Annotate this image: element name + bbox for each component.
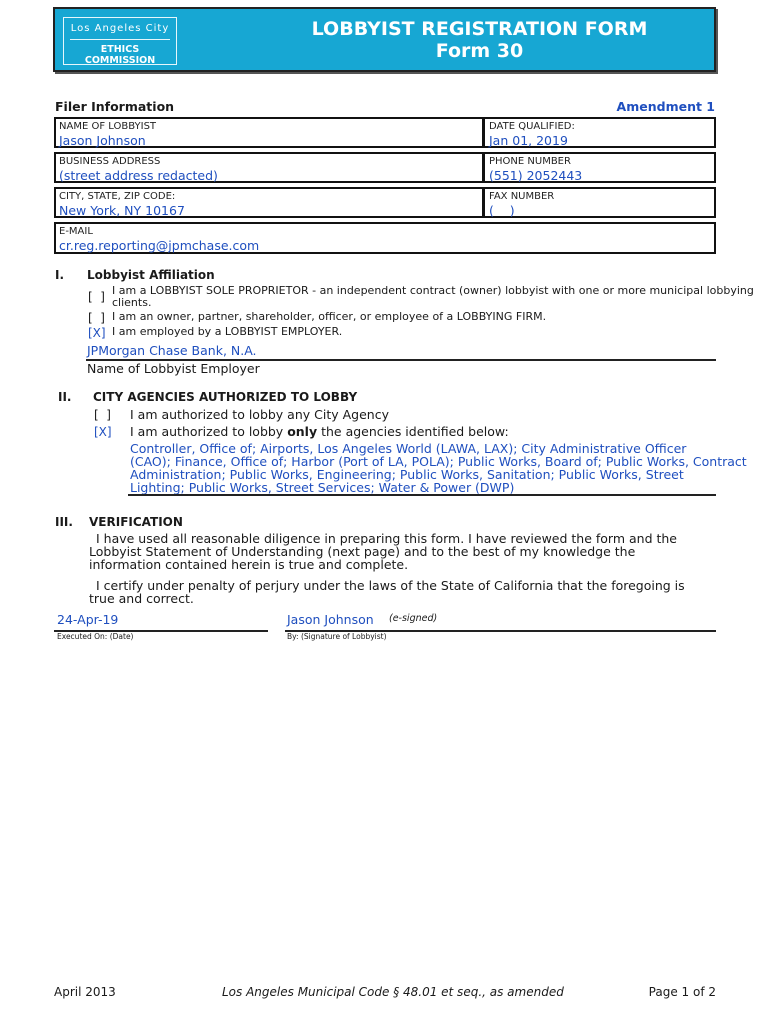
specific-agencies-checkbox[interactable]: [X] — [94, 425, 112, 439]
footer-date: April 2013 — [54, 985, 116, 999]
section-3-number: III. — [55, 515, 73, 529]
specific-agencies-text-post: the agencies identified below: — [317, 424, 509, 439]
email-label: E-MAIL — [59, 226, 93, 237]
city-state-zip-value: New York, NY 10167 — [59, 203, 185, 218]
sole-proprietor-text-line2: clients. — [112, 296, 152, 309]
esigned-note: (e-signed) — [389, 613, 438, 624]
employer-name-label: Name of Lobbyist Employer — [87, 361, 260, 376]
perjury-statement-line1: I certify under penalty of perjury under the laws of the State of California that the foregoing is — [96, 578, 685, 593]
specific-agencies-text — [130, 425, 509, 438]
section-2-title: CITY AGENCIES AUTHORIZED TO LOBBY — [93, 390, 358, 404]
logo-commission-text: ETHICS COMMISSION — [84, 44, 156, 66]
verification-paragraph-line1: I have used all reasonable diligence in preparing this form. I have reviewed the form and the — [96, 531, 677, 546]
verification-paragraph-line2: Lobbyist Statement of Understanding (next page) and to the best of my knowledge the — [89, 544, 636, 559]
business-address-label: BUSINESS ADDRESS — [59, 156, 161, 167]
section-1-title: Lobbyist Affiliation — [87, 268, 215, 282]
lobbyist-employer-checkbox[interactable]: [X] — [88, 326, 106, 340]
footer-page-number: Page 1 of 2 — [648, 985, 716, 999]
signature-value: Jason Johnson — [287, 612, 374, 627]
any-agency-text: I am authorized to lobby any City Agency — [130, 407, 389, 422]
perjury-statement — [89, 579, 685, 605]
phone-number-value: (551) 2052443 — [489, 168, 583, 183]
agencies-list-line4: Lighting; Public Works, Street Services; Water & Power (DWP) — [130, 480, 515, 495]
header-banner — [53, 7, 716, 72]
date-qualified-field[interactable] — [483, 117, 716, 148]
form-title-number: Form 30 — [435, 40, 524, 62]
specific-agencies-text-bold: only — [287, 424, 318, 439]
date-caption: Executed On: (Date) — [57, 632, 134, 641]
lobbyist-employer-text: I am employed by a LOBBYIST EMPLOYER. — [112, 325, 343, 338]
agencies-list-line2: (CAO); Finance, Office of; Harbor (Port of LA, POLA); Public Works, Board of; Public Works, Contract — [130, 454, 747, 469]
employer-name-value: JPMorgan Chase Bank, N.A. — [87, 343, 257, 358]
execution-date-value: 24-Apr-19 — [57, 612, 119, 627]
logo-divider — [70, 39, 170, 40]
lobbying-firm-text: I am an owner, partner, shareholder, officer, or employee of a LOBBYING FIRM. — [112, 310, 547, 323]
amendment-label: Amendment 1 — [616, 99, 715, 114]
sole-proprietor-text-line1: I am a LOBBYIST SOLE PROPRIETOR - an independent contract (owner) lobbyist with one or more municipal lobbying — [112, 284, 754, 297]
verification-paragraph — [89, 532, 677, 571]
ethics-commission-logo — [63, 17, 177, 65]
phone-number-field[interactable] — [483, 152, 716, 183]
verification-paragraph-line3: information contained herein is true and complete. — [89, 557, 409, 572]
agencies-underline — [128, 494, 716, 496]
agencies-list — [130, 442, 747, 494]
fax-number-field[interactable] — [483, 187, 716, 218]
section-3-title: VERIFICATION — [89, 515, 183, 529]
city-state-zip-label: CITY, STATE, ZIP CODE: — [59, 191, 176, 202]
business-address-field[interactable] — [54, 152, 484, 183]
perjury-statement-line2: true and correct. — [89, 591, 194, 606]
lobbyist-name-value: Jason Johnson — [59, 133, 146, 148]
lobbying-firm-checkbox[interactable]: [ ] — [88, 311, 105, 325]
section-1-number: I. — [55, 268, 65, 282]
fax-number-label: FAX NUMBER — [489, 191, 555, 202]
lobbyist-name-label: NAME OF LOBBYIST — [59, 121, 157, 132]
agencies-list-line3: Administration; Public Works, Engineering; Public Works, Sanitation; Public Works, Street — [130, 467, 684, 482]
filer-info-heading: Filer Information — [55, 99, 175, 114]
sole-proprietor-checkbox[interactable]: [ ] — [88, 290, 105, 304]
date-qualified-label: DATE QUALIFIED: — [489, 121, 575, 132]
footer-code-reference: Los Angeles Municipal Code § 48.01 et seq., as amended — [222, 985, 564, 999]
specific-agencies-text-pre: I am authorized to lobby — [130, 424, 288, 439]
business-address-value: (street address redacted) — [59, 168, 218, 183]
sole-proprietor-text — [112, 285, 754, 309]
form-title-main: LOBBYIST REGISTRATION FORM — [311, 18, 648, 40]
signature-caption: By: (Signature of Lobbyist) — [287, 632, 387, 641]
form-title — [245, 18, 714, 62]
fax-number-value: ( ) — [489, 203, 515, 218]
email-value: cr.reg.reporting@jpmchase.com — [59, 238, 260, 253]
section-2-number: II. — [58, 390, 72, 404]
phone-number-label: PHONE NUMBER — [489, 156, 571, 167]
email-field[interactable] — [54, 222, 716, 254]
city-state-zip-field[interactable] — [54, 187, 484, 218]
agencies-list-line1: Controller, Office of; Airports, Los Angeles World (LAWA, LAX); City Administrative Officer — [130, 441, 687, 456]
lobbyist-name-field[interactable] — [54, 117, 484, 148]
logo-city-text: Los Angeles City — [70, 23, 170, 34]
date-qualified-value: Jan 01, 2019 — [489, 133, 568, 148]
any-agency-checkbox[interactable]: [ ] — [94, 408, 111, 422]
